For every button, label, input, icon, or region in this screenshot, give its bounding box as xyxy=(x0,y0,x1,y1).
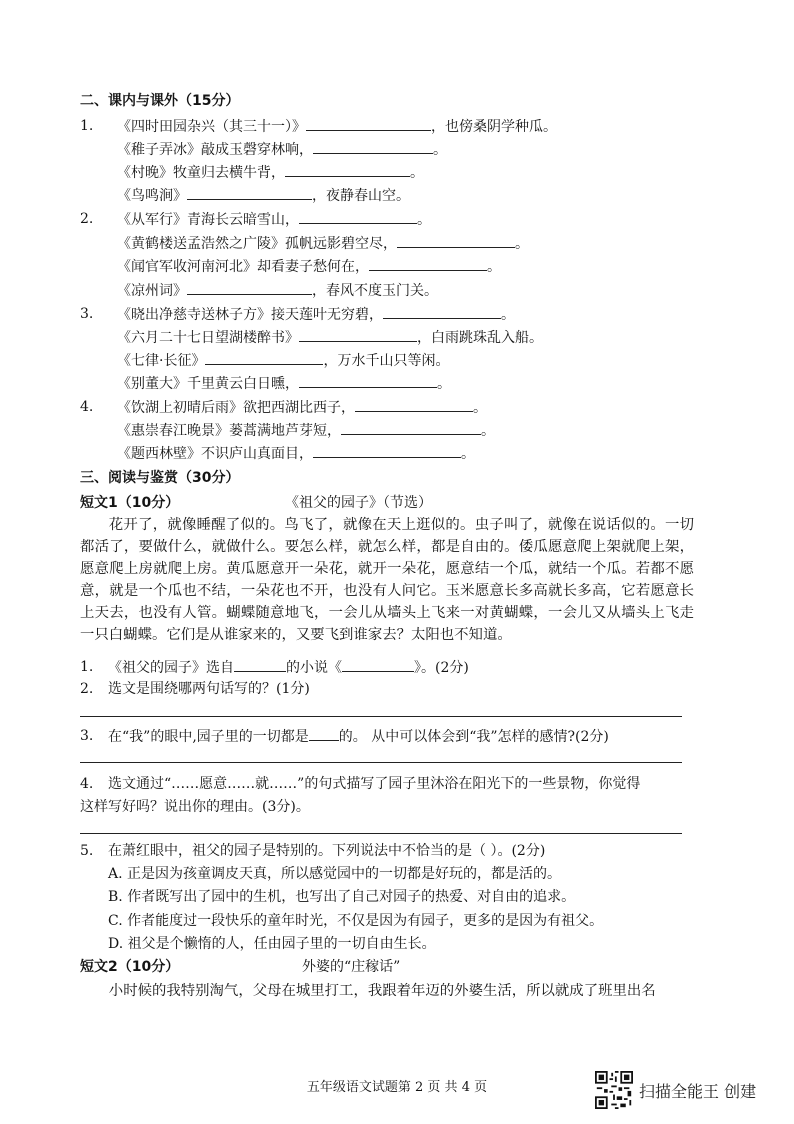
poem-prefix: 《六月二十七日望湖楼醉书》 xyxy=(117,330,299,346)
poem-suffix: 。 xyxy=(437,376,451,392)
poem-prefix: 《惠崇春江晚景》蒌蒿满地芦芽短， xyxy=(117,423,341,439)
poem-prefix: 《凉州词》 xyxy=(117,283,187,299)
poem-line xyxy=(117,374,451,393)
poem-prefix: 《饮湖上初晴后雨》欲把西湖比西子， xyxy=(117,400,355,416)
scanner-stamp-text: 扫描全能王 创建 xyxy=(639,1081,757,1101)
question-number: 1. xyxy=(80,118,94,134)
question-text: 在萧红眼中，祖父的园子是特别的。下列说法中不恰当的是（ ）。(2分) xyxy=(108,843,546,859)
passage-1-title: 《祖父的园子》（节选） xyxy=(285,495,432,511)
option-d[interactable]: D. 祖父是个懒惰的人，任由园子里的一切自由生长。 xyxy=(108,936,436,952)
passage-2-text: 小时候的我特别淘气，父母在城里打工，我跟着年迈的外婆生活，所以就成了班里出名 xyxy=(108,983,656,999)
answer-line[interactable] xyxy=(80,762,682,763)
answer-blank[interactable] xyxy=(369,257,487,271)
poem-prefix: 《从军行》青海长云暗雪山， xyxy=(117,212,299,228)
passage-2-label: 短文2（10分） xyxy=(80,959,180,975)
option-c[interactable]: C. 作者能度过一段快乐的童年时光，不仅是因为有园子，更多的是因为有祖父。 xyxy=(108,913,604,929)
poem-line xyxy=(117,140,447,159)
answer-blank[interactable] xyxy=(383,305,501,319)
poem-suffix: ，也傍桑阴学种瓜。 xyxy=(431,119,557,135)
passage-1-text: 花开了，就像睡醒了似的。鸟飞了，就像在天上逛似的。虫子叫了，就像在说话似的。一切都活了，要做什么，就做什么。要怎么样，就怎么样，都是自由的。倭瓜愿意爬上架就爬上架，愿意爬上房就爬上房。黄瓜愿意开一朵花，就开一朵花，愿意结一个瓜，就结一个瓜。若都不愿意，就是一个瓜也不结，一朵花也不开，也没有人问它。玉米愿意长多高就长多高，它若愿意长上天去，也没有人管。蝴蝶随意地飞，一会儿从墙头上飞来一对黄蝴蝶，一会儿又从墙头上飞走一只白蝴蝶。它们是从谁家来的，又要飞到谁家去？太阳也不知道。 xyxy=(80,517,694,643)
answer-blank[interactable] xyxy=(342,658,414,672)
question-part: 的小说《 xyxy=(286,660,342,676)
poem-line xyxy=(117,257,501,276)
poem-suffix: 。 xyxy=(417,212,431,228)
poem-suffix: 。 xyxy=(433,142,447,158)
answer-blank[interactable] xyxy=(306,117,431,131)
poem-suffix: 。 xyxy=(515,236,529,252)
poem-line xyxy=(117,305,515,324)
question-number: 5. xyxy=(80,843,94,859)
poem-line xyxy=(117,328,543,347)
section-2-title: 二、课内与课外（15分） xyxy=(80,93,240,109)
answer-blank[interactable] xyxy=(299,328,417,342)
question-number: 4. xyxy=(80,776,94,792)
qr-code-icon xyxy=(595,1071,633,1109)
poem-prefix: 《题西林壁》不识庐山真面目， xyxy=(117,446,313,462)
poem-suffix: ，夜静春山空。 xyxy=(312,188,410,204)
poem-suffix: 。 xyxy=(461,446,475,462)
answer-blank[interactable] xyxy=(341,421,481,435)
poem-line xyxy=(117,234,529,253)
question-part: 的。 从中可以体会到“我”怎样的感情?(2分) xyxy=(338,729,609,745)
question-number: 4. xyxy=(80,399,94,415)
poem-suffix: 。 xyxy=(410,165,424,181)
question-number: 3. xyxy=(80,306,94,322)
option-b[interactable]: B. 作者既写出了园中的生机，也写出了自己对园子的热爱、对自由的追求。 xyxy=(108,889,576,905)
option-a[interactable]: A. 正是因为孩童调皮天真，所以感觉园中的一切都是好玩的，都是活的。 xyxy=(108,866,562,882)
poem-prefix: 《稚子弄冰》敲成玉磬穿林响， xyxy=(117,142,313,158)
poem-line xyxy=(117,444,475,463)
answer-blank[interactable] xyxy=(187,186,312,200)
question-text: 选文是围绕哪两句话写的？(1分) xyxy=(108,681,310,697)
poem-suffix: ，春风不度玉门关。 xyxy=(312,283,438,299)
poem-suffix: 。 xyxy=(501,307,515,323)
poem-prefix: 《闻官军收河南河北》却看妻子愁何在， xyxy=(117,259,369,275)
answer-blank[interactable] xyxy=(355,398,473,412)
poem-prefix: 《黄鹤楼送孟浩然之广陵》孤帆远影碧空尽， xyxy=(117,236,397,252)
question-part: 》。(2分) xyxy=(414,660,469,676)
answer-blank[interactable] xyxy=(299,374,437,388)
scanner-stamp xyxy=(595,1071,756,1109)
question-number: 2. xyxy=(80,681,94,697)
answer-blank[interactable] xyxy=(285,163,410,177)
poem-line xyxy=(117,398,487,417)
poem-line xyxy=(117,186,410,205)
question-part: 在“我”的眼中,园子里的一切都是 xyxy=(108,729,309,745)
poem-line xyxy=(117,421,495,440)
question-number: 2. xyxy=(80,211,94,227)
answer-blank[interactable] xyxy=(299,210,417,224)
answer-line[interactable] xyxy=(80,716,682,717)
question-text: 选文通过“……愿意……就……”的句式描写了园子里沐浴在阳光下的一些景物，你觉得 xyxy=(108,776,641,792)
answer-line[interactable] xyxy=(80,833,682,834)
answer-blank[interactable] xyxy=(313,444,461,458)
poem-prefix: 《别董大》千里黄云白日曛， xyxy=(117,376,299,392)
question-text xyxy=(108,727,609,746)
poem-prefix: 《村晚》牧童归去横牛背， xyxy=(117,165,285,181)
answer-blank[interactable] xyxy=(309,727,339,741)
poem-line xyxy=(117,210,431,229)
answer-blank[interactable] xyxy=(187,281,312,295)
poem-line xyxy=(117,117,557,136)
poem-line xyxy=(117,281,438,300)
poem-line xyxy=(117,163,424,182)
poem-suffix: ，万水千山只等闲。 xyxy=(323,353,450,369)
poem-suffix: 。 xyxy=(487,259,501,275)
poem-prefix: 《四时田园杂兴（其三十一）》 xyxy=(117,119,306,135)
answer-blank[interactable] xyxy=(313,140,433,154)
poem-suffix: ，白雨跳珠乱入船。 xyxy=(417,330,543,346)
question-number: 1. xyxy=(80,659,94,675)
poem-suffix: 。 xyxy=(481,423,495,439)
poem-suffix: 。 xyxy=(473,400,487,416)
question-part: 《祖父的园子》选自 xyxy=(108,660,234,676)
poem-prefix: 《晓出净慈寺送林子方》接天莲叶无穷碧， xyxy=(117,307,383,323)
passage-2-title: 外婆的“庄稼话” xyxy=(302,959,401,975)
section-3-title: 三、阅读与鉴赏（30分） xyxy=(80,470,240,486)
poem-prefix: 《鸟鸣涧》 xyxy=(117,188,187,204)
answer-blank[interactable] xyxy=(205,351,323,365)
answer-blank[interactable] xyxy=(397,234,515,248)
passage-1-label: 短文1（10分） xyxy=(80,495,180,511)
answer-blank[interactable] xyxy=(234,658,286,672)
poem-line xyxy=(117,351,449,370)
question-text: 这样写好吗？说出你的理由。(3分)。 xyxy=(80,799,310,815)
page-footer: 五年级语文试题第 2 页 共 4 页 xyxy=(306,1080,488,1095)
question-text xyxy=(108,658,469,677)
question-number: 3. xyxy=(80,728,94,744)
poem-prefix: 《七律·长征》 xyxy=(117,353,206,369)
